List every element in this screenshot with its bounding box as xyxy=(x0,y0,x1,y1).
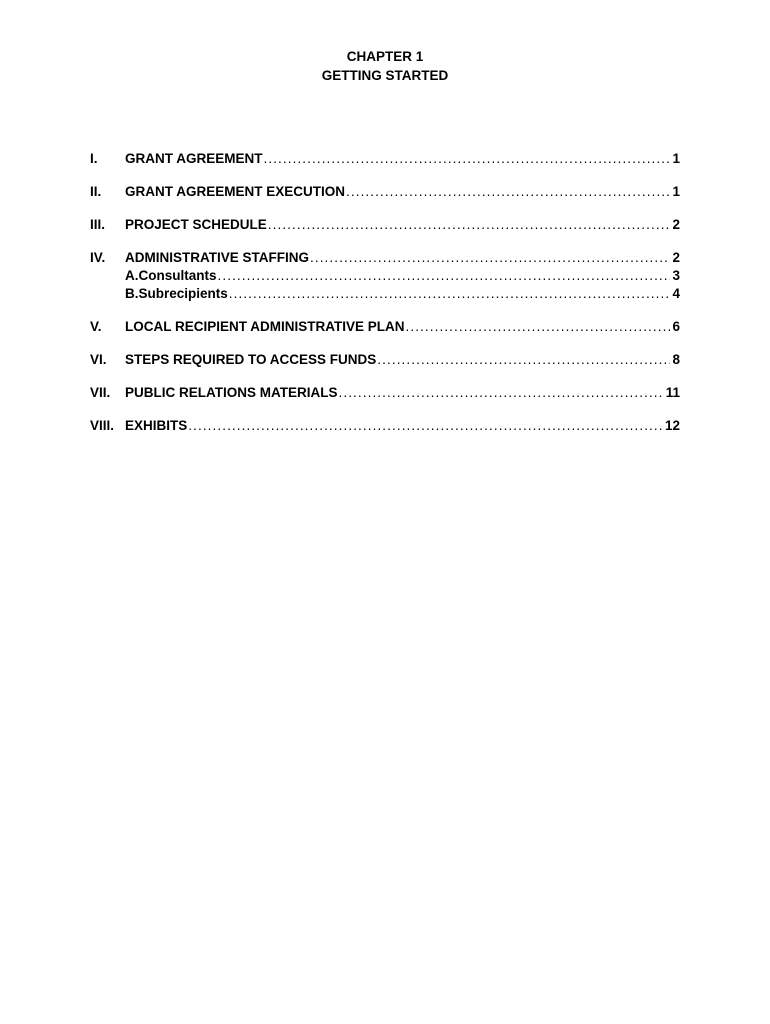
toc-page-number: 2 xyxy=(672,250,680,265)
toc-entry-grant-agreement xyxy=(90,150,680,168)
toc-page-number: 12 xyxy=(664,418,680,433)
dot-leader xyxy=(188,417,663,435)
toc-numeral: VII. xyxy=(90,385,111,400)
toc-page-number: 1 xyxy=(672,151,680,166)
toc-entry-project-schedule xyxy=(90,216,680,234)
dot-leader xyxy=(377,351,670,369)
toc-title: PROJECT SCHEDULE xyxy=(125,217,267,232)
toc-title: STEPS REQUIRED TO ACCESS FUNDS xyxy=(125,352,377,367)
toc-numeral: V. xyxy=(90,319,102,334)
chapter-title: GETTING STARTED xyxy=(321,68,449,83)
dot-leader xyxy=(264,150,671,168)
dot-leader xyxy=(339,384,664,402)
toc-sub-title: Subrecipients xyxy=(138,286,228,301)
toc-page-number: 2 xyxy=(672,217,680,232)
toc-title: GRANT AGREEMENT xyxy=(125,151,263,166)
toc-entry-public-relations-materials xyxy=(90,384,680,402)
dot-leader xyxy=(406,318,671,336)
toc-entry-exhibits xyxy=(90,417,680,435)
dot-leader xyxy=(229,285,671,303)
toc-page-number: 4 xyxy=(672,286,680,301)
toc-entry-grant-agreement-execution xyxy=(90,183,680,201)
toc-page-number: 8 xyxy=(672,352,680,367)
dot-leader xyxy=(346,183,670,201)
toc-page-number: 1 xyxy=(672,184,680,199)
toc-numeral: III. xyxy=(90,217,106,232)
toc-entry-steps-required-to-access-funds xyxy=(90,351,680,369)
toc-entry-administrative-staffing xyxy=(90,249,680,267)
toc-subentry-consultants xyxy=(90,267,680,285)
toc-page-number: 11 xyxy=(665,385,680,400)
toc-title: EXHIBITS xyxy=(125,418,188,433)
toc-title: ADMINISTRATIVE STAFFING xyxy=(125,250,309,265)
toc-page-number: 3 xyxy=(672,268,680,283)
dot-leader xyxy=(268,216,671,234)
toc-sub-letter: B. xyxy=(125,286,139,301)
toc-numeral: II. xyxy=(90,184,102,199)
toc-sub-letter: A. xyxy=(125,268,139,283)
chapter-label: CHAPTER 1 xyxy=(346,49,424,64)
table-of-contents xyxy=(90,150,680,435)
toc-title: LOCAL RECIPIENT ADMINISTRATIVE PLAN xyxy=(125,319,405,334)
toc-subentry-subrecipients xyxy=(90,285,680,303)
toc-numeral: IV. xyxy=(90,250,106,265)
toc-numeral: VIII. xyxy=(90,418,115,433)
toc-title: GRANT AGREEMENT EXECUTION xyxy=(125,184,346,199)
toc-numeral: I. xyxy=(90,151,98,166)
toc-entry-local-recipient-administrative-plan xyxy=(90,318,680,336)
dot-leader xyxy=(218,267,671,285)
toc-sub-title: Consultants xyxy=(138,268,217,283)
dot-leader xyxy=(310,249,670,267)
toc-title: PUBLIC RELATIONS MATERIALS xyxy=(125,385,338,400)
toc-page-number: 6 xyxy=(672,319,680,334)
toc-numeral: VI. xyxy=(90,352,107,367)
